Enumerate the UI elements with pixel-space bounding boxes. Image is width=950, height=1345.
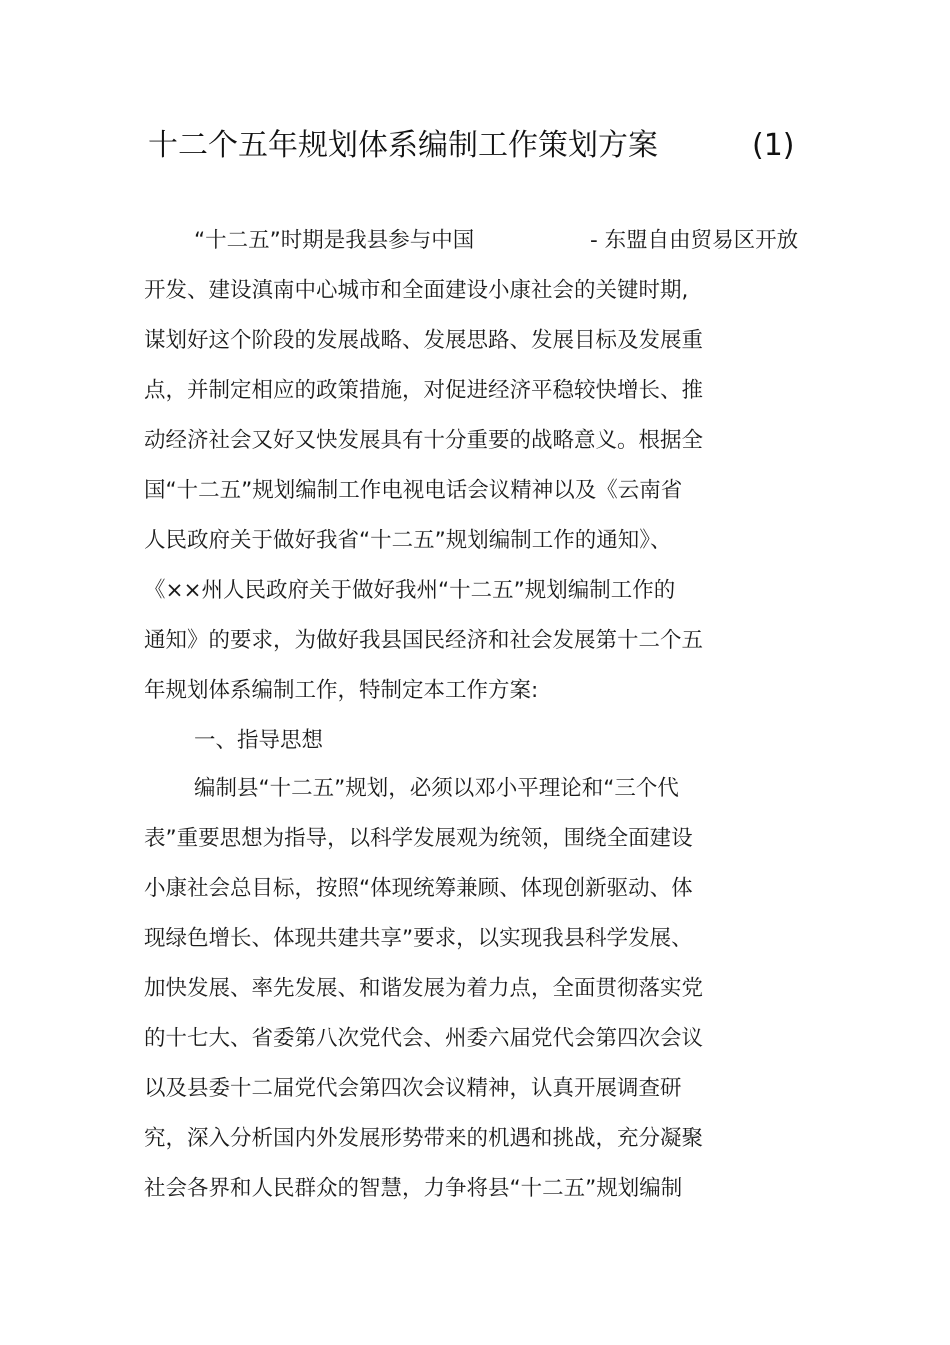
paragraph1-line: 谋划好这个阶段的发展战略、发展思路、发展目标及发展重 bbox=[144, 328, 704, 353]
document-title bbox=[148, 122, 828, 170]
paragraph2-line: 加快发展、率先发展、和谐发展为着力点，全面贯彻落实党 bbox=[144, 976, 704, 1001]
title-text: 十二个五年规划体系编制工作策划方案 bbox=[148, 128, 658, 163]
paragraph1-line1b: - 东盟自由贸易区开放 bbox=[590, 228, 799, 253]
paragraph1-line1a: “十二五”时期是我县参与中国 bbox=[194, 228, 475, 253]
title-number: (1) bbox=[752, 128, 795, 163]
paragraph1-line: 通知》的要求，为做好我县国民经济和社会发展第十二个五 bbox=[144, 628, 704, 653]
paragraph1-line: 《××州人民政府关于做好我州“十二五”规划编制工作的 bbox=[144, 578, 676, 603]
section-heading: 一、指导思想 bbox=[194, 728, 324, 753]
paragraph2-line: 以及县委十二届党代会第四次会议精神，认真开展调查研 bbox=[144, 1076, 682, 1101]
paragraph1-line: 开发、建设滇南中心城市和全面建设小康社会的关键时期, bbox=[144, 278, 689, 303]
paragraph2-line: 社会各界和人民群众的智慧，力争将县“十二五”规划编制 bbox=[144, 1176, 683, 1201]
paragraph1-line: 年规划体系编制工作，特制定本工作方案: bbox=[144, 678, 539, 703]
paragraph2-line: 的十七大、省委第八次党代会、州委六届党代会第四次会议 bbox=[144, 1026, 704, 1051]
paragraph2-line: 现绿色增长、体现共建共享”要求，以实现我县科学发展、 bbox=[144, 926, 693, 951]
paragraph2-line: 究，深入分析国内外发展形势带来的机遇和挑战，充分凝聚 bbox=[144, 1126, 704, 1151]
paragraph1-line: 人民政府关于做好我省“十二五”规划编制工作的通知》、 bbox=[144, 528, 672, 553]
paragraph2-line: 表”重要思想为指导，以科学发展观为统领，围绕全面建设 bbox=[144, 826, 693, 851]
paragraph1-line: 动经济社会又好又快发展具有十分重要的战略意义。根据全 bbox=[144, 428, 704, 453]
paragraph2-line: 编制县“十二五”规划，必须以邓小平理论和“三个代 bbox=[194, 776, 679, 801]
paragraph1-line: 国“十二五”规划编制工作电视电话会议精神以及《云南省 bbox=[144, 478, 683, 503]
paragraph1-line: 点，并制定相应的政策措施，对促进经济平稳较快增长、推 bbox=[144, 378, 704, 403]
paragraph2-line: 小康社会总目标，按照“体现统筹兼顾、体现创新驱动、体 bbox=[144, 876, 693, 901]
